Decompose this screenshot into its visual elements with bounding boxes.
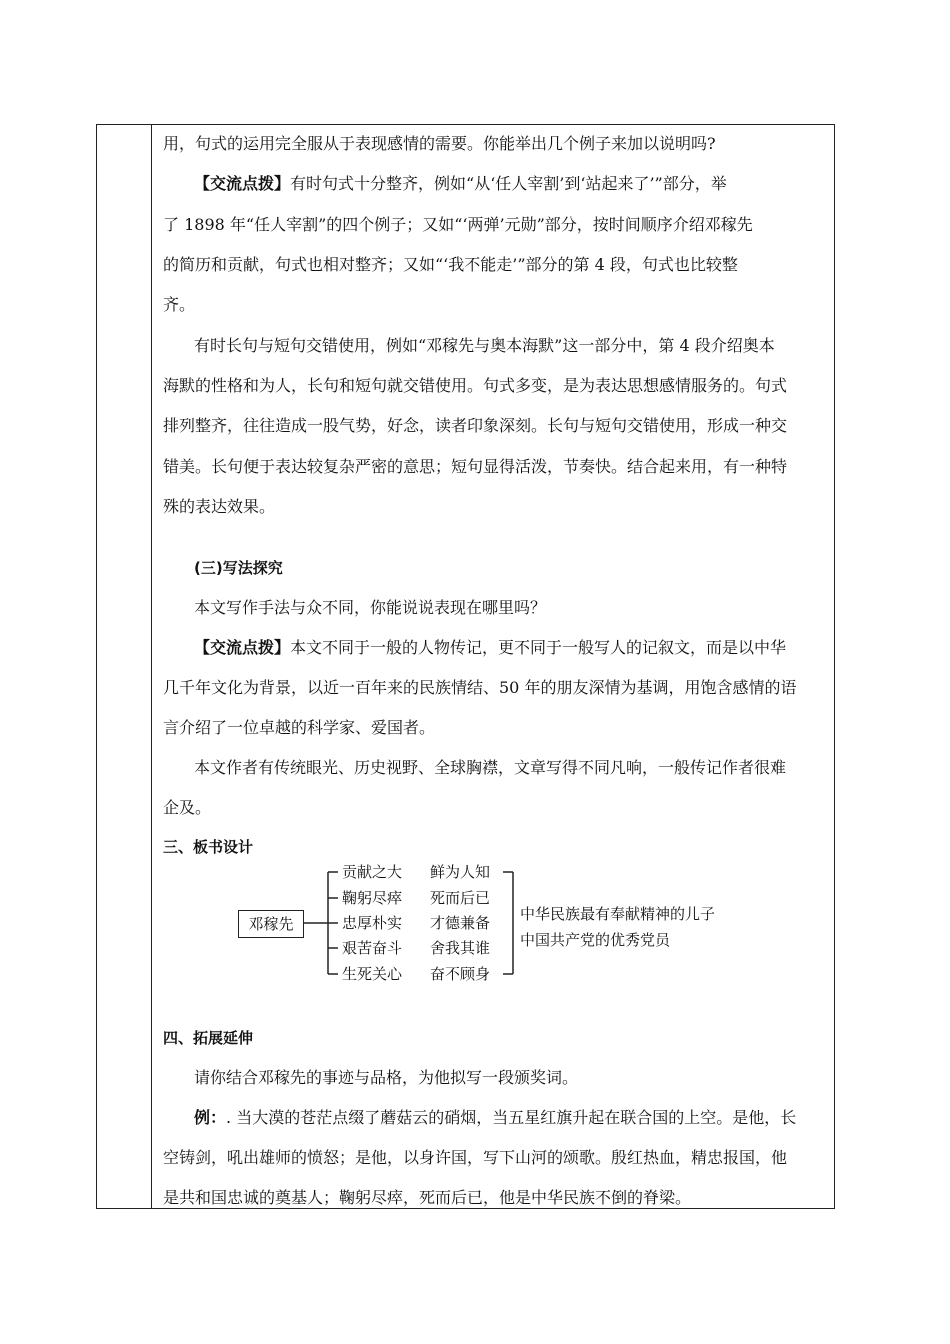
section-heading: 三、板书设计 (163, 838, 254, 856)
paragraph-line: 殊的表达效果。 (163, 497, 276, 516)
paragraph-line: 【交流点拨】有时句式十分整齐，例如“从‘任人宰割’到‘站起来了’”部分，举 (194, 174, 727, 193)
paragraph-line: 本文作者有传统眼光、历史视野、全球胸襟，文章写得不同凡响，一般传记作者很难 (194, 758, 787, 777)
paragraph-line: 有时长句与短句交错使用，例如“邓稼先与奥本海默”这一部分中，第 4 段介绍奥本 (194, 336, 775, 355)
exchange-label: 【交流点拨】 (194, 638, 291, 657)
board-conclusion: 中华民族最有奉献精神的儿子 (520, 905, 716, 923)
board-right-item: 奋不顾身 (430, 965, 491, 983)
board-left-item: 忠厚朴实 (342, 914, 403, 932)
board-conclusion: 中国共产党的优秀党员 (520, 931, 671, 949)
board-left-item: 生死关心 (342, 965, 403, 983)
board-right-item: 才德兼备 (430, 914, 491, 932)
board-left-item: 贡献之大 (342, 863, 403, 881)
paragraph-line: 请你结合邓稼先的事迹与品格，为他拟写一段颁奖词。 (194, 1068, 579, 1087)
column-divider (151, 124, 152, 1209)
paragraph-line: 用，句式的运用完全服从于表现感情的需要。你能举出几个例子来加以说明吗? (163, 134, 716, 153)
exchange-label: 【交流点拨】 (194, 174, 291, 193)
board-right-item: 死而后已 (430, 889, 491, 907)
board-right-item: 舍我其谁 (430, 939, 491, 957)
paragraph-line: 的简历和贡献，句式也相对整齐；又如“‘我不能走’”部分的第 4 段，句式也比较整 (163, 255, 738, 274)
board-right-item: 鲜为人知 (430, 863, 491, 881)
paragraph-line: 例：. 当大漠的苍茫点缀了蘑菇云的硝烟，当五星红旗升起在联合国的上空。是他，长 (194, 1108, 797, 1127)
paragraph-line: 空铸剑，吼出雄师的愤怒；是他，以身许国，写下山河的颂歌。殷红热血，精忠报国，他 (163, 1148, 788, 1167)
board-left-item: 鞠躬尽瘁 (342, 889, 403, 907)
paragraph-line: 几千年文化为背景，以近一百年来的民族情结、50 年的朋友深情为基调，用饱含感情的语 (163, 678, 797, 697)
paragraph-line: 言介绍了一位卓越的科学家、爱国者。 (163, 718, 436, 737)
section-heading: (三)写法探究 (194, 559, 283, 577)
board-center-box: 邓稼先 (238, 910, 304, 938)
paragraph-line: 海默的性格和为人，长句和短句就交错使用。句式多变，是为表达思想感情服务的。句式 (163, 376, 788, 395)
paragraph-line: 是共和国忠诚的奠基人；鞠躬尽瘁，死而后已，他是中华民族不倒的脊梁。 (163, 1188, 692, 1207)
paragraph-line: 本文写作手法与众不同，你能说说表现在哪里吗？ (194, 598, 547, 617)
paragraph-line: 错美。长句便于表达较复杂严密的意思；短句显得活泼，节奏快。结合起来用，有一种特 (163, 457, 788, 476)
paragraph-line: 企及。 (163, 798, 212, 817)
board-left-item: 艰苦奋斗 (342, 939, 403, 957)
paragraph-line: 【交流点拨】本文不同于一般的人物传记，更不同于一般写人的记叙文，而是以中华 (194, 638, 787, 657)
section-heading: 四、拓展延伸 (163, 1029, 254, 1047)
board-connectors (238, 858, 758, 988)
paragraph-line: 了 1898 年“任人宰割”的四个例子；又如“‘两弹’元勋”部分，按时间顺序介绍邓稼先 (163, 215, 753, 234)
paragraph-line: 齐。 (163, 295, 196, 314)
board-design-diagram (238, 858, 758, 988)
paragraph-line: 排列整齐，往往造成一股气势，好念，读者印象深刻。长句与短句交错使用，形成一种交 (163, 416, 788, 435)
example-label: 例： (194, 1108, 227, 1127)
